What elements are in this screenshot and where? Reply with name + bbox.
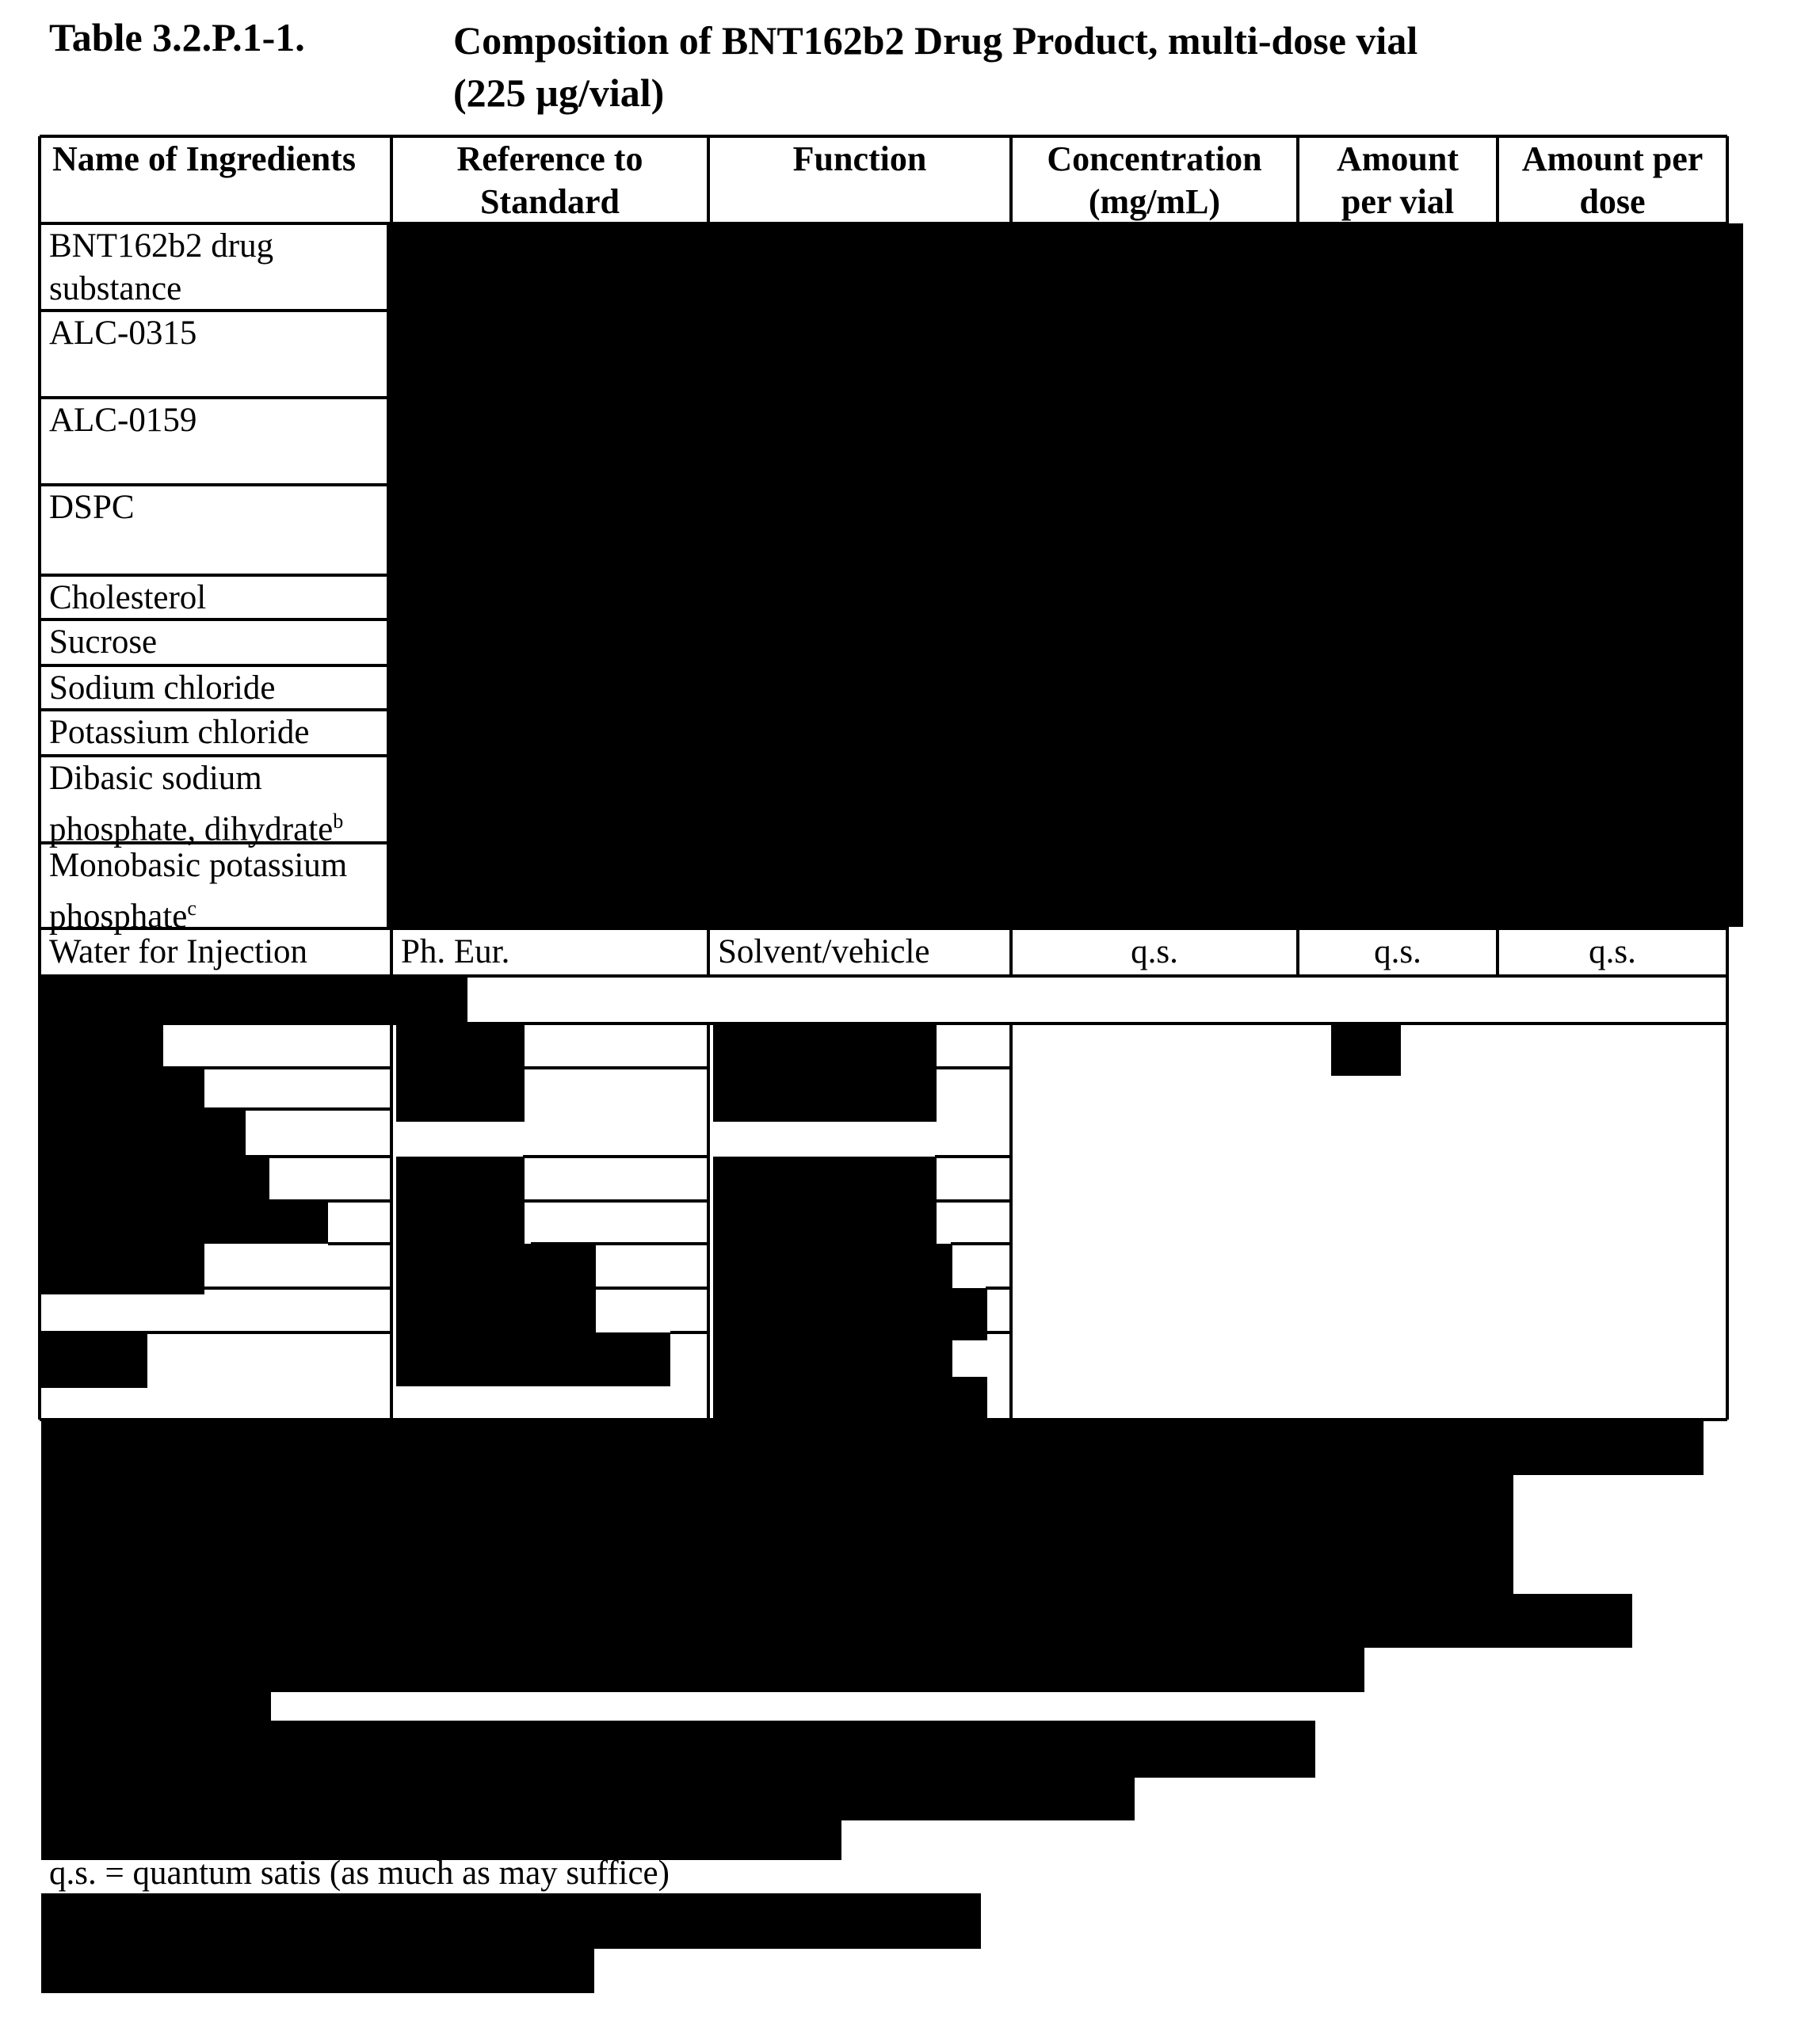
water-concentration: q.s. [1131, 933, 1178, 970]
ingredient-alc0159: ALC-0159 [49, 402, 197, 439]
table-label: Table 3.2.P.1-1. [49, 15, 305, 59]
header-reference-line1: Reference to [456, 139, 643, 178]
header-amount-dose-line2: dose [1579, 182, 1646, 221]
header-amount-per-dose [1499, 138, 1726, 223]
water-amount-per-vial: q.s. [1374, 933, 1421, 970]
ingredient-dspc: DSPC [49, 489, 135, 526]
redaction-col3-c [937, 1244, 952, 1420]
redaction-footnote-5 [41, 1721, 1315, 1778]
ingredient-potassium-chloride: Potassium chloride [49, 714, 310, 751]
header-function: Function [792, 139, 927, 178]
redaction-col3-e [952, 1377, 987, 1420]
water-name: Water for Injection [49, 933, 308, 970]
redaction-col1-c [204, 1109, 246, 1244]
redaction-col3-b [713, 1157, 937, 1420]
redaction-footnote-2b [1364, 1475, 1513, 1561]
ingredient-monobasic-potassium-phosphate [49, 844, 347, 938]
redaction-row-label [41, 978, 467, 1024]
ingredient-sodium-chloride: Sodium chloride [49, 669, 276, 707]
redaction-footnote-8 [41, 1893, 981, 1949]
table-title-line2: (225 µg/vial) [453, 71, 665, 115]
ingredient-dibasic-line2-wrap [49, 800, 343, 851]
redaction-col2-c [525, 1244, 596, 1386]
redaction-col3-a [713, 1024, 937, 1122]
redaction-col1-d [246, 1157, 269, 1244]
redaction-col3-d [952, 1288, 987, 1340]
water-function: Solvent/vehicle [718, 933, 930, 970]
ingredient-bnt162b2 [49, 225, 273, 311]
ingredient-bnt162b2-line2: substance [49, 270, 182, 307]
redaction-ingredient-values [388, 223, 1743, 927]
ingredient-dibasic-sodium-phosphate [49, 757, 343, 851]
ingredient-sucrose: Sucrose [49, 623, 158, 661]
ingredient-dibasic-line1: Dibasic sodium [49, 760, 262, 797]
redaction-col1-e [269, 1201, 328, 1244]
header-concentration [1013, 138, 1296, 223]
redaction-col2-b [396, 1157, 525, 1386]
header-amount-vial-line2: per vial [1341, 182, 1455, 221]
ingredient-alc0315: ALC-0315 [49, 314, 197, 352]
ingredient-cholesterol: Cholesterol [49, 579, 207, 616]
header-concentration-line2: (mg/mL) [1088, 182, 1221, 221]
water-reference: Ph. Eur. [401, 933, 510, 970]
ingredient-monobasic-line2: phosphate [49, 898, 188, 936]
header-name: Name of Ingredients [52, 139, 356, 178]
redaction-col1-f [41, 1332, 147, 1388]
header-concentration-line1: Concentration [1047, 139, 1262, 178]
header-amount-per-vial [1299, 138, 1496, 223]
header-reference-line2: Standard [479, 182, 620, 221]
redaction-footnote-2 [41, 1475, 1513, 1594]
footnote-qs: q.s. = quantum satis (as much as may suffice) [49, 1855, 670, 1892]
redaction-col1-a [41, 1024, 163, 1294]
ingredient-monobasic-line1: Monobasic potassium [49, 847, 348, 884]
redaction-vial-marker [1331, 1024, 1401, 1076]
redaction-col2-a [396, 1024, 525, 1122]
ingredient-bnt162b2-line1: BNT162b2 drug [49, 227, 274, 265]
header-reference [393, 138, 707, 223]
redaction-footnote-9 [41, 1949, 594, 1993]
table-title-line1: Composition of BNT162b2 Drug Product, multi-dose vial [453, 18, 1418, 63]
redaction-footnote-1 [41, 1420, 1704, 1475]
redaction-footnote-4 [41, 1648, 1364, 1692]
water-amount-per-dose: q.s. [1589, 933, 1636, 970]
redaction-footnote-4b [41, 1692, 271, 1721]
header-amount-vial-line1: Amount [1336, 139, 1459, 178]
ingredient-dibasic-line2: phosphate, dihydrate [49, 810, 334, 848]
header-amount-dose-line1: Amount per [1521, 139, 1704, 178]
footnote-marker-b: b [333, 810, 344, 833]
redaction-col2-d [596, 1332, 670, 1386]
redaction-footnote-6 [41, 1778, 1135, 1820]
redaction-col1-b [163, 1068, 204, 1294]
redaction-footnote-3 [41, 1594, 1632, 1648]
footnote-marker-c: c [187, 897, 196, 920]
